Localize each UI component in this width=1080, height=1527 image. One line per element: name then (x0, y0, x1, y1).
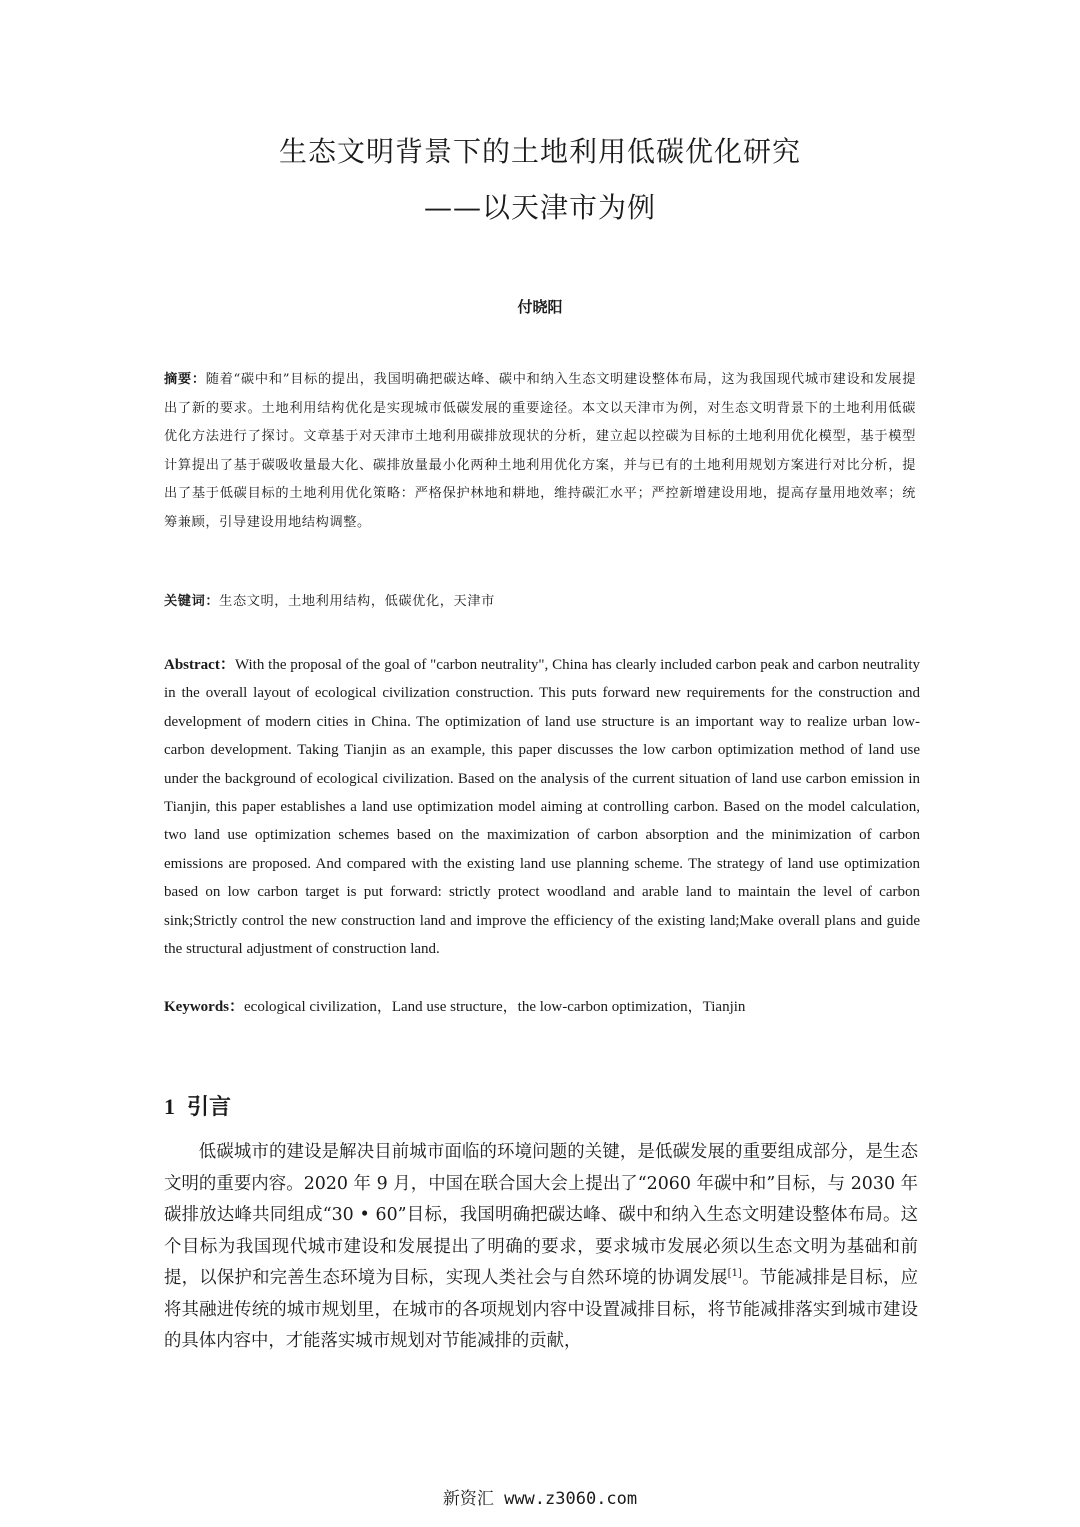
chinese-keywords-text: 生态文明，土地利用结构，低碳优化，天津市 (219, 594, 495, 609)
chinese-abstract (164, 366, 916, 537)
chinese-abstract-label: 摘要： (164, 372, 206, 387)
chinese-abstract-text: 随着“碳中和”目标的提出，我国明确把碳达峰、碳中和纳入生态文明建设整体布局，这为我国现代城市建设和发展提出了新的要求。土地利用结构优化是实现城市低碳发展的重要途径。本文以天津市为例，对生态文明背景下的土地利用低碳优化方法进行了探讨。文章基于对天津市土地利用碳排放现状的分析，建立起以控碳为目标的土地利用优化模型，基于模型计算提出了基于碳吸收量最大化、碳排放量最小化两种土地利用优化方案，并与已有的土地利用规划方案进行对比分析，提出了基于低碳目标的土地利用优化策略：严格保护林地和耕地，维持碳汇水平；严控新增建设用地，提高存量用地效率；统筹兼顾，引导建设用地结构调整。 (164, 372, 916, 530)
english-abstract-label: Abstract： (164, 657, 235, 673)
english-abstract (164, 651, 920, 963)
introduction-text-part2: 。节能减排是目标，应将其融进传统的城市规划里，在城市的各项规划内容中设置减排目标，将节能减排落实到城市建设的具体内容中，才能落实城市规划对节能减排的贡献， (164, 1268, 918, 1351)
introduction-text-part1: 低碳城市的建设是解决目前城市面临的环境问题的关键，是低碳发展的重要组成部分，是生态文明的重要内容。2020 年 9 月，中国在联合国大会上提出了“2060 年碳中和”目标，与 2030 年碳排放达峰共同组成“30 • 60”目标，我国明确把碳达峰、碳中和纳入生态文明建设整体布局。这个目标为我国现代城市建设和发展提出了明确的要求，要求城市发展必须以生态文明为基础和前提，以保护和完善生态环境为目标，实现人类社会与自然环境的协调发展 (164, 1142, 918, 1288)
introduction-paragraph (164, 1137, 918, 1358)
section-number: 1 (164, 1094, 175, 1119)
paper-subtitle: ——以天津市为例 (423, 191, 656, 224)
section-heading-introduction (164, 1090, 231, 1121)
chinese-keywords-label: 关键词： (164, 594, 220, 609)
english-keywords (164, 993, 920, 1021)
author-name: 付晓阳 (517, 298, 563, 316)
section-title: 引言 (187, 1095, 232, 1120)
paper-title: 生态文明背景下的土地利用低碳优化研究 (278, 135, 801, 168)
english-keywords-label: Keywords： (164, 999, 244, 1015)
english-keywords-text: ecological civilization，Land use structure，the low-carbon optimization，Tianjin (244, 999, 746, 1015)
chinese-keywords (164, 590, 916, 614)
citation-reference: [1] (727, 1268, 742, 1280)
footer-watermark: 新资汇 www.z3060.com (442, 1489, 638, 1509)
english-abstract-text: With the proposal of the goal of "carbon neutrality", China has clearly included carbon peak and carbon neutrality in the overall layout of ecological civilization construction. This puts forward new requirements for the construction and development of modern cities in China. The optimization of land use structure is an important way to realize urban low-carbon development. Taking Tianjin as an example, this paper discusses the low carbon optimization method of land use under the background of ecological civilization. Based on the analysis of the current situation of land use carbon emission in Tianjin, this paper establishes a land use optimization model aiming at controlling carbon. Based on the model calculation, two land use optimization schemes based on the maximization of carbon absorption and the minimization of carbon emissions are proposed. And compared with the existing land use planning scheme. The strategy of land use optimization based on low carbon target is put forward: strictly protect woodland and arable land to maintain the level of carbon sink;Strictly control the new construction land and improve the efficiency of the existing land;Make overall plans and guide the structural adjustment of construction land. (164, 657, 920, 958)
